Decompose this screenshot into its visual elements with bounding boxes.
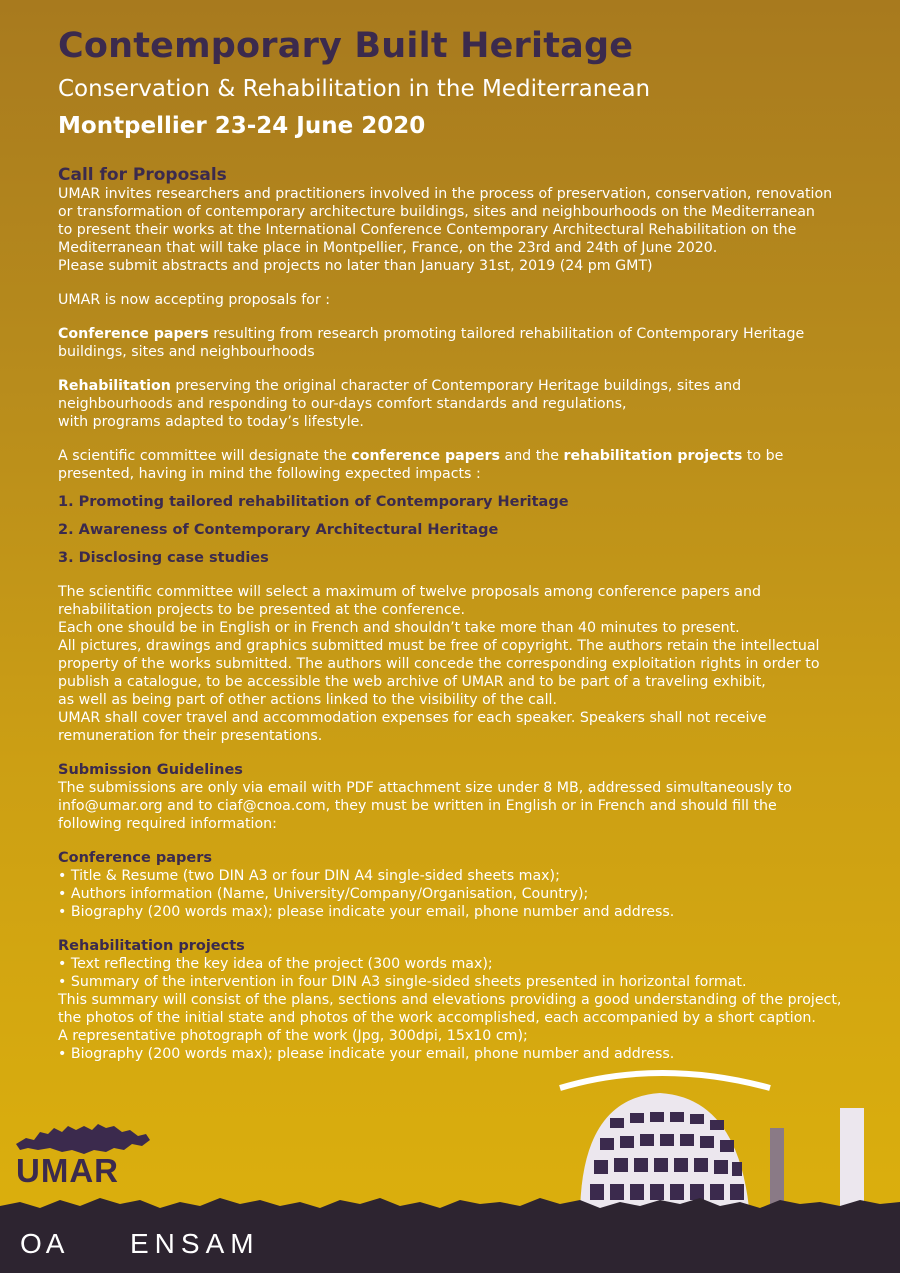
rehab-paragraph [58,377,858,395]
papers-item: • Authors information (Name, University/Company/Organisation, Country); [58,886,589,902]
projects-item: • Biography (200 words max); please indicate your email, phone number and address. [58,1046,675,1062]
papers-item: • Title & Resume (two DIN A3 or four DIN A4 single-sided sheets max); [58,868,560,884]
intro-line: Mediterranean that will take place in Montpellier, France, on the 23rd and 24th of June 2020. [58,240,718,256]
projects-item: This summary will consist of the plans, sections and elevations providing a good understanding of the project, [58,992,842,1008]
accepting-text: UMAR is now accepting proposals for : [58,292,330,308]
guidelines-line: The submissions are only via email with PDF attachment size under 8 MB, addressed simultaneously to [58,780,792,796]
projects-item: • Text reflecting the key idea of the project (300 words max); [58,956,493,972]
impact-item: 3. Disclosing case studies [58,550,269,566]
event-dateline: Montpellier 23-24 June 2020 [58,113,426,139]
papers-paragraph [58,325,858,343]
selection-line: as well as being part of other actions linked to the visibility of the call. [58,692,557,708]
papers-item: • Biography (200 words max); please indicate your email, phone number and address. [58,904,675,920]
selection-line: UMAR shall cover travel and accommodation expenses for each speaker. Speakers shall not receive [58,710,767,726]
impact-item: 2. Awareness of Contemporary Architectural Heritage [58,522,499,538]
guidelines-line: info@umar.org and to ciaf@cnoa.com, they must be written in English or in French and should fill the [58,798,777,814]
rehab-bold: Rehabilitation [58,378,171,394]
papers-text: resulting from research promoting tailored rehabilitation of Contemporary Heritage [208,326,805,342]
committee-text: A scientific committee will designate the [58,448,352,464]
selection-line: publish a catalogue, to be accessible the web archive of UMAR and to be part of a traveling exhibit, [58,674,766,690]
projects-item: the photos of the initial state and photos of the work accomplished, each accompanied by a short caption. [58,1010,816,1026]
call-heading: Call for Proposals [58,165,227,185]
guidelines-line: following required information: [58,816,277,832]
selection-line: Each one should be in English or in French and shouldn’t take more than 40 minutes to present. [58,620,740,636]
committee-text-2: presented, having in mind the following expected impacts : [58,466,481,482]
poster-body [58,165,858,1063]
committee-bold: conference papers [351,448,500,464]
papers-heading: Conference papers [58,850,213,866]
ensam-logo: ENSAM [130,1228,260,1259]
selection-line: The scientific committee will select a maximum of twelve proposals among conference papers and [58,584,761,600]
selection-line: property of the works submitted. The authors will concede the corresponding exploitation rights in order to [58,656,820,672]
rehab-text: preserving the original character of Contemporary Heritage buildings, sites and [170,378,742,394]
intro-line: UMAR invites researchers and practitioners involved in the process of preservation, conservation, renovation [58,186,833,202]
selection-line: remuneration for their presentations. [58,728,323,744]
intro-line: to present their works at the International Conference Contemporary Architectural Rehabilitation on the [58,222,797,238]
selection-line: rehabilitation projects to be presented at the conference. [58,602,466,618]
committee-text: to be [742,448,784,464]
guidelines-heading: Submission Guidelines [58,762,243,778]
selection-line: All pictures, drawings and graphics submitted must be free of copyright. The authors retain the intellectual [58,638,820,654]
umar-logo: UMAR [16,1152,119,1189]
papers-bold: Conference papers [58,326,209,342]
oa-logo: OA [20,1228,69,1259]
committee-bold: rehabilitation projects [563,448,743,464]
intro-line: Please submit abstracts and projects no later than January 31st, 2019 (24 pm GMT) [58,258,653,274]
committee-text: and the [499,448,564,464]
impact-item: 1. Promoting tailored rehabilitation of Contemporary Heritage [58,494,569,510]
rehab-text-3: with programs adapted to today’s lifestyle. [58,414,364,430]
projects-heading: Rehabilitation projects [58,938,245,954]
page-subtitle: Conservation & Rehabilitation in the Mediterranean [58,76,651,102]
projects-item: • Summary of the intervention in four DIN A3 single-sided sheets presented in horizontal format. [58,974,747,990]
projects-item: A representative photograph of the work (Jpg, 300dpi, 15x10 cm); [58,1028,528,1044]
page-title: Contemporary Built Heritage [58,26,634,66]
papers-text-2: buildings, sites and neighbourhoods [58,344,315,360]
committee-paragraph [58,447,858,465]
intro-line: or transformation of contemporary architecture buildings, sites and neighbourhoods on the Mediterranean [58,204,815,220]
rehab-text-2: neighbourhoods and responding to our-days comfort standards and regulations, [58,396,627,412]
